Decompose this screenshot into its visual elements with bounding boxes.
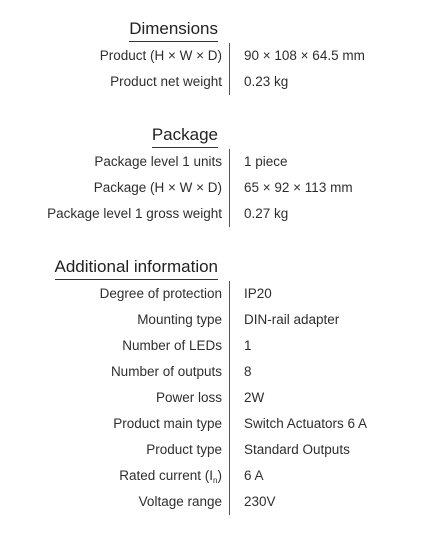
spec-label: Product main type xyxy=(113,416,222,431)
dimensions-heading: Dimensions xyxy=(129,19,218,42)
spec-row xyxy=(0,463,443,489)
spec-row xyxy=(0,385,443,411)
spec-label: Package (H × W × D) xyxy=(93,180,222,195)
spec-row xyxy=(0,359,443,385)
spec-label: Number of LEDs xyxy=(122,338,222,353)
spec-value: 8 xyxy=(244,364,252,379)
spec-label-rated-current xyxy=(119,463,222,489)
spec-value: 230V xyxy=(244,494,276,509)
rated-current-label-close: ) xyxy=(217,468,222,483)
spec-row xyxy=(0,307,443,333)
spec-value: 2W xyxy=(244,390,265,405)
spec-label: Number of outputs xyxy=(110,364,222,379)
spec-label: Power loss xyxy=(155,390,222,405)
package-heading: Package xyxy=(152,125,218,148)
rated-current-subscript: n xyxy=(213,476,218,485)
package-rows xyxy=(0,149,443,227)
spec-value: Switch Actuators 6 A xyxy=(244,416,368,431)
spec-value: 6 A xyxy=(244,468,264,483)
spec-label: Product (H × W × D) xyxy=(99,48,222,63)
spec-value: 65 × 92 × 113 mm xyxy=(244,180,353,195)
spec-row xyxy=(0,175,443,201)
spec-label: Voltage range xyxy=(138,494,222,509)
spec-label: Product type xyxy=(146,442,222,457)
spec-row xyxy=(0,437,443,463)
spec-label: Package level 1 units xyxy=(94,154,222,169)
spec-value: 0.23 kg xyxy=(244,74,289,89)
spec-label: Package level 1 gross weight xyxy=(47,206,222,221)
spec-value: 1 xyxy=(244,338,252,353)
spec-row xyxy=(0,333,443,359)
additional-heading: Additional information xyxy=(55,257,218,280)
rated-current-label-text: Rated current (I xyxy=(119,468,214,483)
spec-row xyxy=(0,149,443,175)
spec-value: Standard Outputs xyxy=(244,442,350,457)
dimensions-rows xyxy=(0,43,443,95)
spec-row xyxy=(0,69,443,95)
spec-label: Product net weight xyxy=(110,74,222,89)
spec-value: 1 piece xyxy=(244,154,288,169)
spec-row xyxy=(0,43,443,69)
spec-value: 90 × 108 × 64.5 mm xyxy=(244,48,365,63)
spec-value: IP20 xyxy=(244,286,272,301)
spec-row xyxy=(0,201,443,227)
spec-label: Degree of protection xyxy=(99,286,222,301)
additional-rows xyxy=(0,281,443,515)
spec-value: 0.27 kg xyxy=(244,206,289,221)
spec-label: Mounting type xyxy=(137,312,222,327)
spec-row xyxy=(0,281,443,307)
spec-row xyxy=(0,411,443,437)
spec-value: DIN-rail adapter xyxy=(244,312,340,327)
spec-row xyxy=(0,489,443,515)
